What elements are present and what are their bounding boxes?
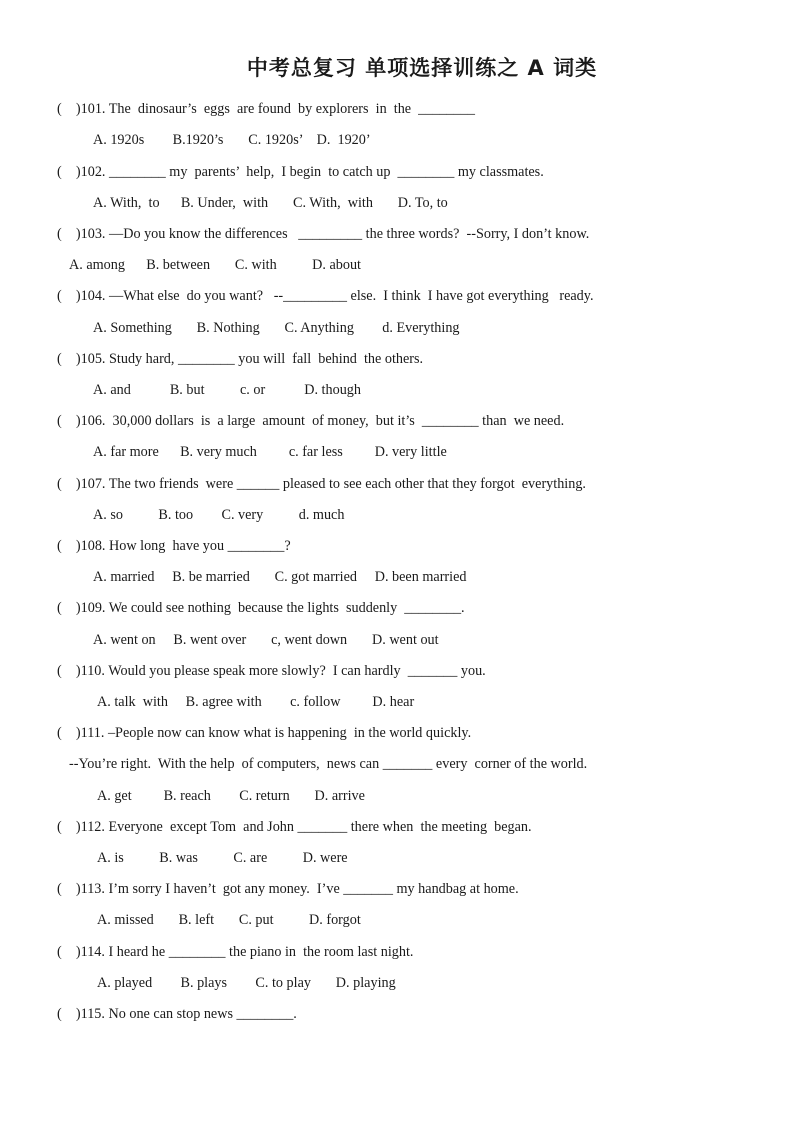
options-line: A. far more B. very much c. far less D. very little xyxy=(93,444,447,460)
question-line: ( )101. The dinosaur’s eggs are found by explorers in the ________ xyxy=(57,101,475,117)
page-title: 中考总复习 单项选择训练之 A 词类 xyxy=(246,56,598,80)
question-line: ( )111. –People now can know what is happening in the world quickly. xyxy=(57,725,472,741)
options-line: A. married B. be married C. got married D. been married xyxy=(93,569,467,585)
question-line: ( )112. Everyone except Tom and John _______ there when the meeting began. xyxy=(57,819,532,835)
question-line: ( )108. How long have you ________? xyxy=(57,538,291,554)
options-line: A. and B. but c. or D. though xyxy=(93,382,361,398)
question-line: ( )107. The two friends were ______ pleased to see each other that they forgot everything. xyxy=(57,476,586,492)
options-line: A. is B. was C. are D. were xyxy=(97,850,348,866)
options-line: A. played B. plays C. to play D. playing xyxy=(97,975,396,991)
question-line: ( )114. I heard he ________ the piano in the room last night. xyxy=(57,944,414,960)
question-line: ( )113. I’m sorry I haven’t got any money. I’ve _______ my handbag at home. xyxy=(57,881,519,897)
question-line: ( )106. 30,000 dollars is a large amount of money, but it’s ________ than we need. xyxy=(57,413,565,429)
options-line: A. among B. between C. with D. about xyxy=(69,257,361,273)
options-line: A. so B. too C. very d. much xyxy=(93,507,345,523)
options-line: A. Something B. Nothing C. Anything d. Everything xyxy=(93,320,460,336)
options-line: A. talk with B. agree with c. follow D. hear xyxy=(97,694,415,710)
question-line: ( )115. No one can stop news ________. xyxy=(57,1006,297,1022)
question-line: ( )104. —What else do you want? --_________ else. I think I have got everything ready. xyxy=(57,288,594,304)
options-line: A. went on B. went over c, went down D. went out xyxy=(93,632,439,648)
question-line: ( )109. We could see nothing because the lights suddenly ________. xyxy=(57,600,465,616)
question-line: ( )103. —Do you know the differences _________ the three words? --Sorry, I don’t know. xyxy=(57,226,590,242)
options-line: A. get B. reach C. return D. arrive xyxy=(97,788,365,804)
question-line: ( )102. ________ my parents’ help, I begin to catch up ________ my classmates. xyxy=(57,164,544,180)
options-line: A. With, to B. Under, with C. With, with D. To, to xyxy=(93,195,448,211)
options-line: A. missed B. left C. put D. forgot xyxy=(97,912,361,928)
question-line: ( )110. Would you please speak more slowly? I can hardly _______ you. xyxy=(57,663,486,679)
options-line: --You’re right. With the help of computers, news can _______ every corner of the world. xyxy=(69,756,588,772)
question-line: ( )105. Study hard, ________ you will fall behind the others. xyxy=(57,351,424,367)
options-line: A. 1920s B.1920’s C. 1920s’ D. 1920’ xyxy=(93,132,371,148)
